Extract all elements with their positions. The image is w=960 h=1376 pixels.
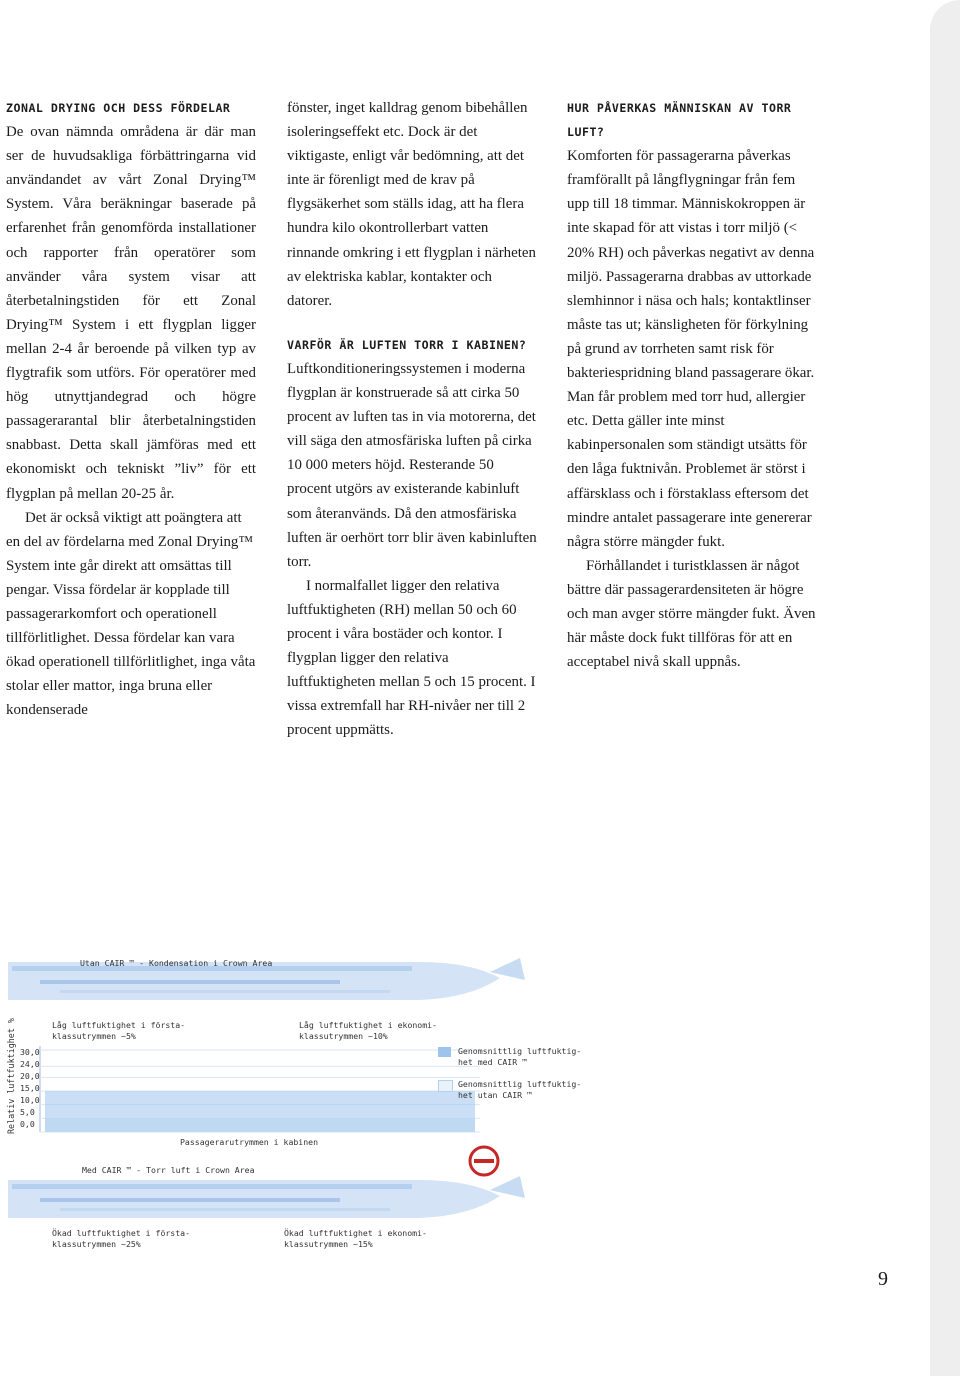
middle-column xyxy=(287,96,537,742)
y-tick: 15,0 xyxy=(20,1083,40,1093)
label-bottom-first-class: Ökad luftfuktighet i första- klassutrymmen ~25% xyxy=(52,1228,191,1249)
window-row-bottom xyxy=(40,1198,340,1202)
paragraph: fönster, inget kalldrag genom bibehållen isoleringseffekt etc. Dock är det viktigaste, enligt vår bedömning, att det inte är förenligt med de krav på flygsäkerhet som ställs idag, att ha flera hundra kilo okontrollerbart vatten rinnande omkring i ett flygplan i närheten av elektriska kablar, kontakter och datorer. xyxy=(287,100,536,309)
paragraph: Förhållandet i turistklassen är något bättre där passagerardensiteten är högre och man avger större mängder fukt. Även här måste dock fukt tillföras för att en acceptabel nivå skall uppnås. xyxy=(567,557,816,671)
legend-label-with: Genomsnittlig luftfuktig- het med CAIR ™ xyxy=(458,1046,582,1067)
y-tick: 10,0 xyxy=(20,1095,40,1105)
diagram-title-top: Utan CAIR ™ - Kondensation i Crown Area xyxy=(80,958,273,968)
label-top-economy: Låg luftfuktighet i ekonomi- klassutrymmen ~10% xyxy=(299,1020,438,1041)
legend-swatch-without xyxy=(438,1080,453,1092)
cabin-line-bottom xyxy=(60,1208,390,1211)
page-tab xyxy=(930,0,960,1376)
paragraph: De ovan nämnda områdena är där man ser de huvudsakliga förbättringarna vid användandet av vårt Zonal Drying™ System. Våra beräkningar baserade på erfarenhet från genomförda installationer och rapporter från operatörer som använder våra system visar att återbetalningstiden för ett Zonal Drying™ System i ett flygplan ligger mellan 2-4 år beroende på vilken typ av flygtrafik som utförs. För operatörer med hög utnyttjandegrad och högre passagerarantal blir återbetalningstiden snabbast. Detta skall jämföras med ett ekonomiskt och tekniskt ”liv” för ett flygplan på mellan 20-25 år. xyxy=(6,124,256,502)
cabin-line-top xyxy=(60,990,390,993)
y-tick: 20,0 xyxy=(20,1071,40,1081)
paragraph: Komforten för passagerarna påverkas framförallt på långflygningar från fem upp till 18 timmar. Människokroppen är inte skapad för att vistas i torr miljö (< 20% RH) och påverkas negativt av denna miljö. Passagerarna drabbas av uttorkade slemhinnor i näsa och hals; kontaktlinser måste tas ut; känsligheten för förkylning på grund av torrheten samt risk för bakteriespridning bland passagerare ökar. Man får problem med torr hud, allergier etc. Detta gäller inte minst kabinpersonalen som ständigt utsätts för den låga fuktnivån. Problemet är störst i affärsklass och i förstaklass eftersom det mindre antalet passagerare inte genererar några större mängder fukt. xyxy=(567,148,815,550)
label-top-first-class: Låg luftfuktighet i första- klassutrymmen ~5% xyxy=(52,1020,186,1041)
y-axis-label: Relativ luftfuktighet % xyxy=(6,1018,16,1134)
paragraph: Luftkonditioneringssystemen i moderna flygplan är konstruerade så att cirka 50 procent av luften tas in via motorerna, det vill säga den atmosfäriska luften på cirka 10 000 meters höjd. Resterande 50 procent utgörs av existerande kabinluft som återanvänds. Då den atmosfäriska luften är oerhört torr blir även kabinluften torr. xyxy=(287,360,537,570)
section-heading-dry-air: VARFÖR ÄR LUFTEN TORR I KABINEN? xyxy=(287,337,527,352)
legend xyxy=(438,1046,582,1106)
y-tick: 24,0 xyxy=(20,1059,40,1069)
y-tick: 30,0 xyxy=(20,1047,40,1057)
y-tick: 5,0 xyxy=(20,1107,35,1117)
left-column xyxy=(6,96,256,722)
humidity-diagram xyxy=(0,950,582,1250)
right-column xyxy=(567,96,817,674)
chart-area xyxy=(40,1046,480,1132)
paragraph: I normalfallet ligger den relativa luftfuktigheten (RH) mellan 50 och 60 procent i våra bostäder och kontor. I flygplan ligger den relativa luftfuktigheten mellan 5 och 15 procent. I vissa extremfall har RH-nivåer ner till 2 procent uppmätts. xyxy=(287,577,536,739)
aircraft-bottom xyxy=(8,1147,525,1218)
crown-stripe-bottom xyxy=(12,1184,412,1189)
section-heading-zonal-drying: ZONAL DRYING OCH DESS FÖRDELAR xyxy=(6,101,231,115)
series-with-cair xyxy=(45,1091,475,1132)
legend-label-without: Genomsnittlig luftfuktig- het utan CAIR ™ xyxy=(458,1079,582,1100)
x-axis-label: Passagerarutrymmen i kabinen xyxy=(180,1137,319,1147)
sign-bar-icon xyxy=(474,1159,494,1163)
y-tick: 0,0 xyxy=(20,1119,35,1129)
paragraph: Det är också viktigt att poängtera att en del av fördelarna med Zonal Drying™ System inte går direkt att omsättas till pengar. Vissa fördelar är kopplade till passagerarkomfort och operationell tillförlitlighet. Dessa fördelar kan vara ökad operationell tillförlitlighet, inga våta stolar eller mattor, inga bruna eller kondenserade xyxy=(6,509,256,719)
legend-swatch-with xyxy=(438,1047,451,1057)
section-heading-effects: HUR PÅVERKAS MÄNNISKAN AV TORR LUFT? xyxy=(567,101,792,140)
diagram-title-bottom: Med CAIR ™ - Torr luft i Crown Area xyxy=(82,1165,255,1175)
label-bottom-economy: Ökad luftfuktighet i ekonomi- klassutrymmen ~15% xyxy=(284,1228,427,1249)
page-number: 9 xyxy=(878,1268,888,1290)
window-row-top xyxy=(40,980,340,984)
